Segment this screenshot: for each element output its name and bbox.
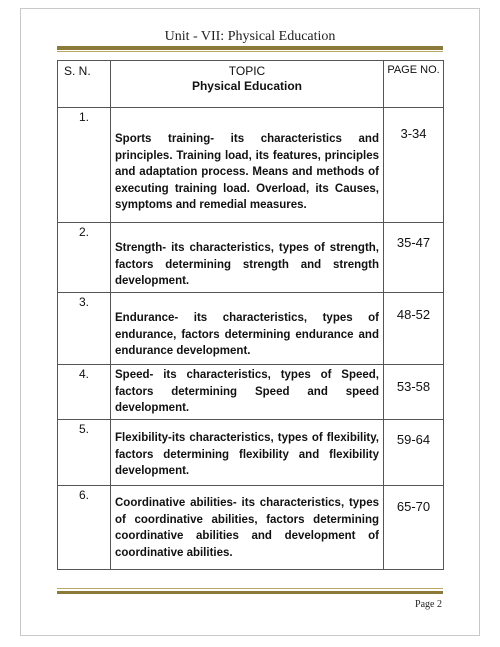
column-header-topic-label: TOPIC — [228, 64, 266, 78]
row-topic — [111, 223, 384, 293]
table-row — [58, 486, 444, 570]
row-sn: 5. — [58, 420, 111, 486]
page-header: Unit - VII: Physical Education — [164, 29, 336, 44]
row-sn: 4. — [58, 365, 111, 420]
row-topic-text: Endurance- its characteristics, types of endurance, factors determining endurance and endurance development. — [115, 312, 379, 357]
footer-rule — [57, 591, 443, 594]
row-topic — [111, 293, 384, 365]
row-page — [384, 365, 444, 420]
column-header-topic — [111, 61, 384, 108]
row-sn: 6. — [58, 486, 111, 570]
table-row — [58, 108, 444, 223]
row-page — [384, 293, 444, 365]
row-sn: 2. — [58, 223, 111, 293]
row-page-number: 3-34 — [400, 126, 427, 141]
row-topic-text: Flexibility-its characteristics, types of flexibility, factors determining flexibility and flexibility development. — [115, 432, 379, 477]
table-header-row — [58, 61, 444, 108]
row-page — [384, 108, 444, 223]
row-page-number: 53-58 — [396, 379, 431, 394]
row-topic — [111, 108, 384, 223]
table-row — [58, 293, 444, 365]
row-page-number: 65-70 — [396, 499, 431, 514]
row-page-number: 59-64 — [396, 432, 431, 447]
table-row — [58, 365, 444, 420]
row-page-number: 48-52 — [396, 307, 431, 322]
header-rule — [57, 46, 443, 50]
row-topic-text: Coordinative abilities- its characteristics, types of coordinative abilities, factors determining coordinative abilities and development of coordinative abilities. — [115, 497, 379, 559]
row-topic — [111, 365, 384, 420]
row-page-number: 35-47 — [396, 235, 431, 250]
row-sn: 1. — [58, 108, 111, 223]
row-topic-text: Strength- its characteristics, types of strength, factors determining strength and strength development. — [115, 242, 379, 287]
contents-table — [57, 60, 444, 570]
page-number: Page 2 — [415, 599, 442, 610]
table-row — [58, 223, 444, 293]
column-header-page: PAGE NO. — [384, 61, 444, 108]
column-header-sn: S. N. — [58, 61, 111, 108]
row-page — [384, 223, 444, 293]
row-page — [384, 420, 444, 486]
row-topic — [111, 420, 384, 486]
row-sn: 3. — [58, 293, 111, 365]
row-topic-text: Speed- its characteristics, types of Speed, factors determining Speed and speed development. — [115, 369, 379, 414]
table-row — [58, 420, 444, 486]
row-topic — [111, 486, 384, 570]
row-topic-text: Sports training- its characteristics and principles. Training load, its features, principles and adaptation process. Means and methods of executing training load. Overload, its Causes, symptoms and remedial measures. — [115, 133, 379, 211]
column-header-topic-subject: Physical Education — [191, 79, 303, 93]
row-page — [384, 486, 444, 570]
